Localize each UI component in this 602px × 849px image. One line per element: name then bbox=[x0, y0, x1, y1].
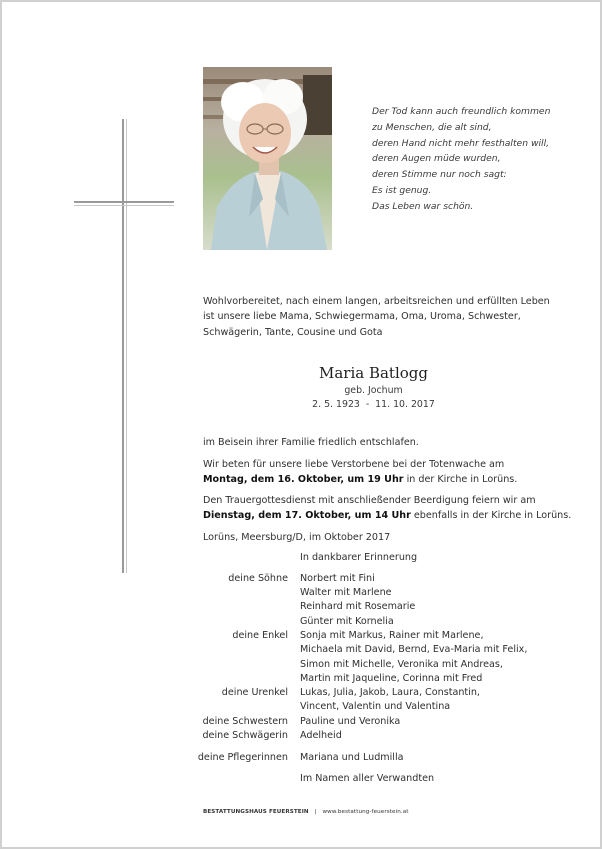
poem-line: Es ist genug. bbox=[372, 184, 432, 196]
funeral-announcement bbox=[203, 494, 571, 523]
funeral-home-name: BESTATTUNGSHAUS FEUERSTEIN bbox=[203, 809, 309, 815]
grandchildren-label: deine Enkel bbox=[232, 630, 288, 641]
funeral-details bbox=[203, 509, 571, 524]
wake-line: Wir beten für unsere liebe Verstorbene bei der Totenwache am bbox=[203, 459, 505, 470]
relatives-line: Im Namen aller Verwandten bbox=[300, 773, 435, 784]
intro-line: Schwägerin, Tante, Cousine und Gota bbox=[203, 326, 383, 338]
gratitude-line: In dankbarer Erinnerung bbox=[300, 552, 418, 563]
grandchildren-entry: Martin mit Jaqueline, Corinna mit Fred bbox=[300, 673, 483, 684]
footer-separator: | bbox=[314, 809, 317, 815]
funeral-date: Dienstag, dem 17. Oktober, um 14 Uhr bbox=[203, 509, 411, 521]
great-grandchildren-entry: Lukas, Julia, Jakob, Laura, Constantin, bbox=[300, 687, 480, 698]
life-dates: 2. 5. 1923 - 11. 10. 2017 bbox=[312, 399, 435, 410]
cross-vertical-shadow bbox=[126, 119, 127, 573]
place-date: Lorüns, Meersburg/D, im Oktober 2017 bbox=[203, 532, 391, 543]
caregivers-entry: Mariana und Ludmilla bbox=[300, 752, 404, 763]
poem-line: Der Tod kann auch freundlich kommen bbox=[372, 106, 551, 117]
wake-date: Montag, dem 16. Oktober, um 19 Uhr bbox=[203, 473, 404, 485]
grandchildren-entry: Michaela mit David, Bernd, Eva-Maria mit Felix, bbox=[300, 644, 528, 655]
cross-horizontal-shadow bbox=[74, 205, 174, 206]
sister-in-law-label: deine Schwägerin bbox=[202, 730, 288, 741]
funeral-home-url[interactable]: www.bestattung-feuerstein.at bbox=[322, 809, 409, 815]
poem-line: deren Hand nicht mehr festhalten will, bbox=[372, 137, 550, 149]
funeral-line: Den Trauergottesdienst mit anschließender Beerdigung feiern wir am bbox=[203, 495, 536, 506]
cross-vertical-bar bbox=[122, 119, 124, 573]
wake-announcement bbox=[203, 458, 517, 487]
grandchildren-entry: Sonja mit Markus, Rainer mit Marlene, bbox=[300, 630, 484, 641]
intro-text bbox=[203, 294, 550, 340]
sons-label: deine Söhne bbox=[228, 573, 288, 584]
poem-line: deren Stimme nur noch sagt: bbox=[372, 169, 507, 181]
cross-horizontal-bar bbox=[74, 201, 174, 203]
sisters-entry: Pauline und Veronika bbox=[300, 716, 401, 727]
poem-line: zu Menschen, die alt sind, bbox=[372, 121, 492, 133]
passing-text: im Beisein ihrer Familie friedlich entschlafen. bbox=[203, 437, 419, 448]
intro-line: Wohlvorbereitet, nach einem langen, arbeitsreichen und erfüllten Leben bbox=[203, 296, 550, 307]
sisters-label: deine Schwestern bbox=[202, 716, 288, 727]
portrait-photo bbox=[203, 67, 332, 250]
footer bbox=[203, 809, 409, 815]
deceased-name: Maria Batlogg bbox=[318, 364, 428, 382]
son-entry: Reinhard mit Rosemarie bbox=[300, 601, 416, 612]
poem-line: Das Leben war schön. bbox=[372, 200, 474, 212]
great-grandchildren-entry: Vincent, Valentin und Valentina bbox=[300, 701, 451, 712]
sister-in-law-entry: Adelheid bbox=[300, 730, 342, 741]
son-entry: Günter mit Kornelia bbox=[300, 616, 394, 627]
birth-name: geb. Jochum bbox=[344, 385, 403, 396]
caregivers-label: deine Pflegerinnen bbox=[197, 752, 288, 763]
intro-line: ist unsere liebe Mama, Schwiegermama, Oma, Uroma, Schwester, bbox=[203, 311, 521, 323]
poem-line: deren Augen müde wurden, bbox=[372, 153, 501, 165]
grandchildren-entry: Simon mit Michelle, Veronika mit Andreas, bbox=[300, 659, 503, 670]
funeral-location: ebenfalls in der Kirche in Lorüns. bbox=[410, 509, 572, 521]
great-grandchildren-label: deine Urenkel bbox=[221, 687, 288, 698]
wake-location: in der Kirche in Lorüns. bbox=[403, 473, 518, 485]
wake-details bbox=[203, 473, 517, 488]
son-entry: Norbert mit Fini bbox=[300, 573, 375, 584]
poem bbox=[372, 104, 550, 215]
son-entry: Walter mit Marlene bbox=[300, 587, 392, 598]
